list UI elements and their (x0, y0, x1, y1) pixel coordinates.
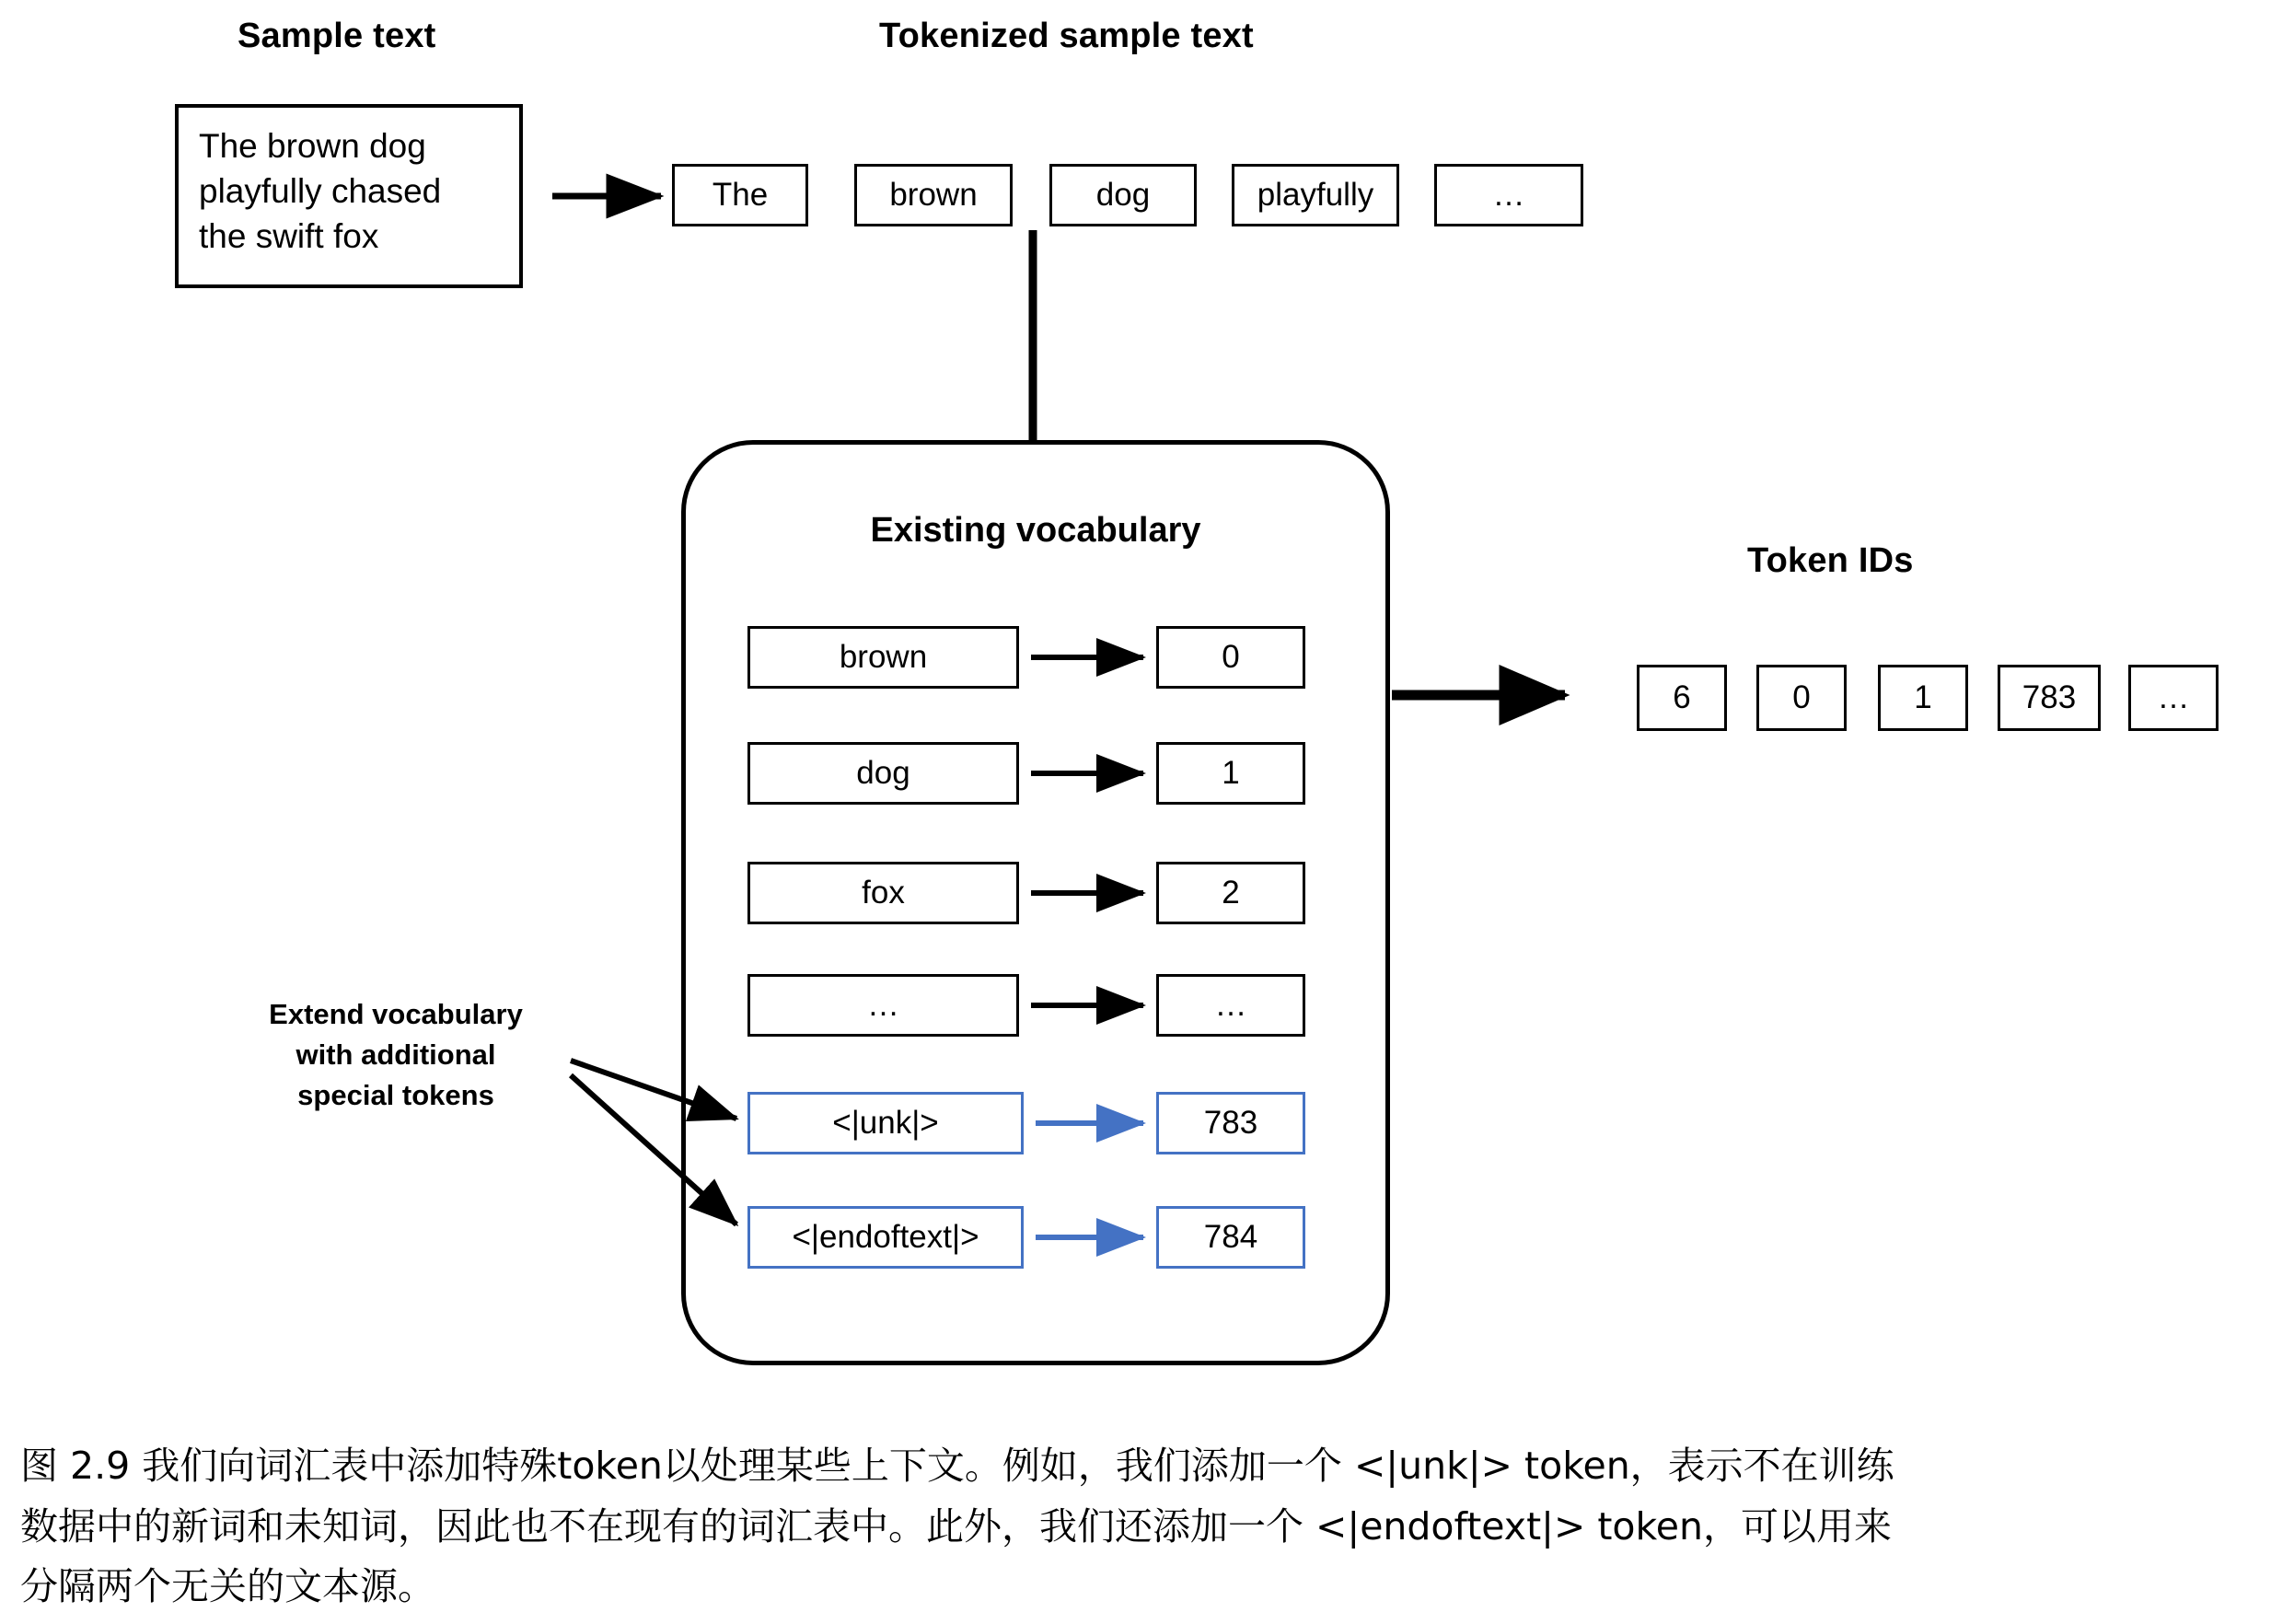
annotation-line-2: with additional (295, 1038, 496, 1072)
caption-line-1: 图 2.9 我们向词汇表中添加特殊token以处理某些上下文。例如，我们添加一个 <|unk|> token，表示不在训练 (20, 1444, 1894, 1488)
vocab-id-box-endoftext: 784 (1156, 1206, 1305, 1269)
token-id-box: 1 (1878, 665, 1968, 731)
vocab-word-box: brown (747, 626, 1019, 689)
token-id-box: … (2128, 665, 2219, 731)
sample-text-line-2: playfully chased (199, 171, 442, 210)
token-box: … (1434, 164, 1583, 226)
caption-line-2: 数据中的新词和未知词，因此也不在现有的词汇表中。此外，我们还添加一个 <|endoftext|> token，可以用来 (20, 1503, 1892, 1549)
token-box: dog (1049, 164, 1197, 226)
token-id-box: 783 (1998, 665, 2101, 731)
vocab-id-box: 0 (1156, 626, 1305, 689)
token-box: The (672, 164, 808, 226)
vocab-word-box: fox (747, 862, 1019, 924)
vocab-id-box-unk: 783 (1156, 1092, 1305, 1154)
vocab-id-box: … (1156, 974, 1305, 1037)
annotation-line-1: Extend vocabulary (269, 998, 523, 1030)
vocab-word-box-endoftext: <|endoftext|> (747, 1206, 1024, 1269)
token-id-box: 0 (1756, 665, 1847, 731)
token-box: brown (854, 164, 1013, 226)
tokenized-sample-text-heading: Tokenized sample text (879, 17, 1254, 55)
sample-text-line-3: the swift fox (199, 216, 379, 255)
vocab-word-box: dog (747, 742, 1019, 805)
existing-vocabulary-title: Existing vocabulary (870, 511, 1201, 550)
extend-vocabulary-annotation (230, 994, 562, 1116)
vocab-id-box: 1 (1156, 742, 1305, 805)
vocab-word-box: … (747, 974, 1019, 1037)
sample-text-heading: Sample text (238, 17, 436, 55)
caption-line-3: 分隔两个无关的文本源。 (20, 1564, 435, 1609)
annotation-line-3: special tokens (297, 1079, 494, 1112)
figure-caption (20, 1436, 2276, 1618)
vocab-id-box: 2 (1156, 862, 1305, 924)
vocab-word-box-unk: <|unk|> (747, 1092, 1024, 1154)
sample-text-line-1: The brown dog (199, 127, 426, 165)
sample-text-box (175, 104, 523, 288)
token-box: playfully (1232, 164, 1399, 226)
token-ids-heading: Token IDs (1747, 541, 1914, 580)
token-id-box: 6 (1637, 665, 1727, 731)
